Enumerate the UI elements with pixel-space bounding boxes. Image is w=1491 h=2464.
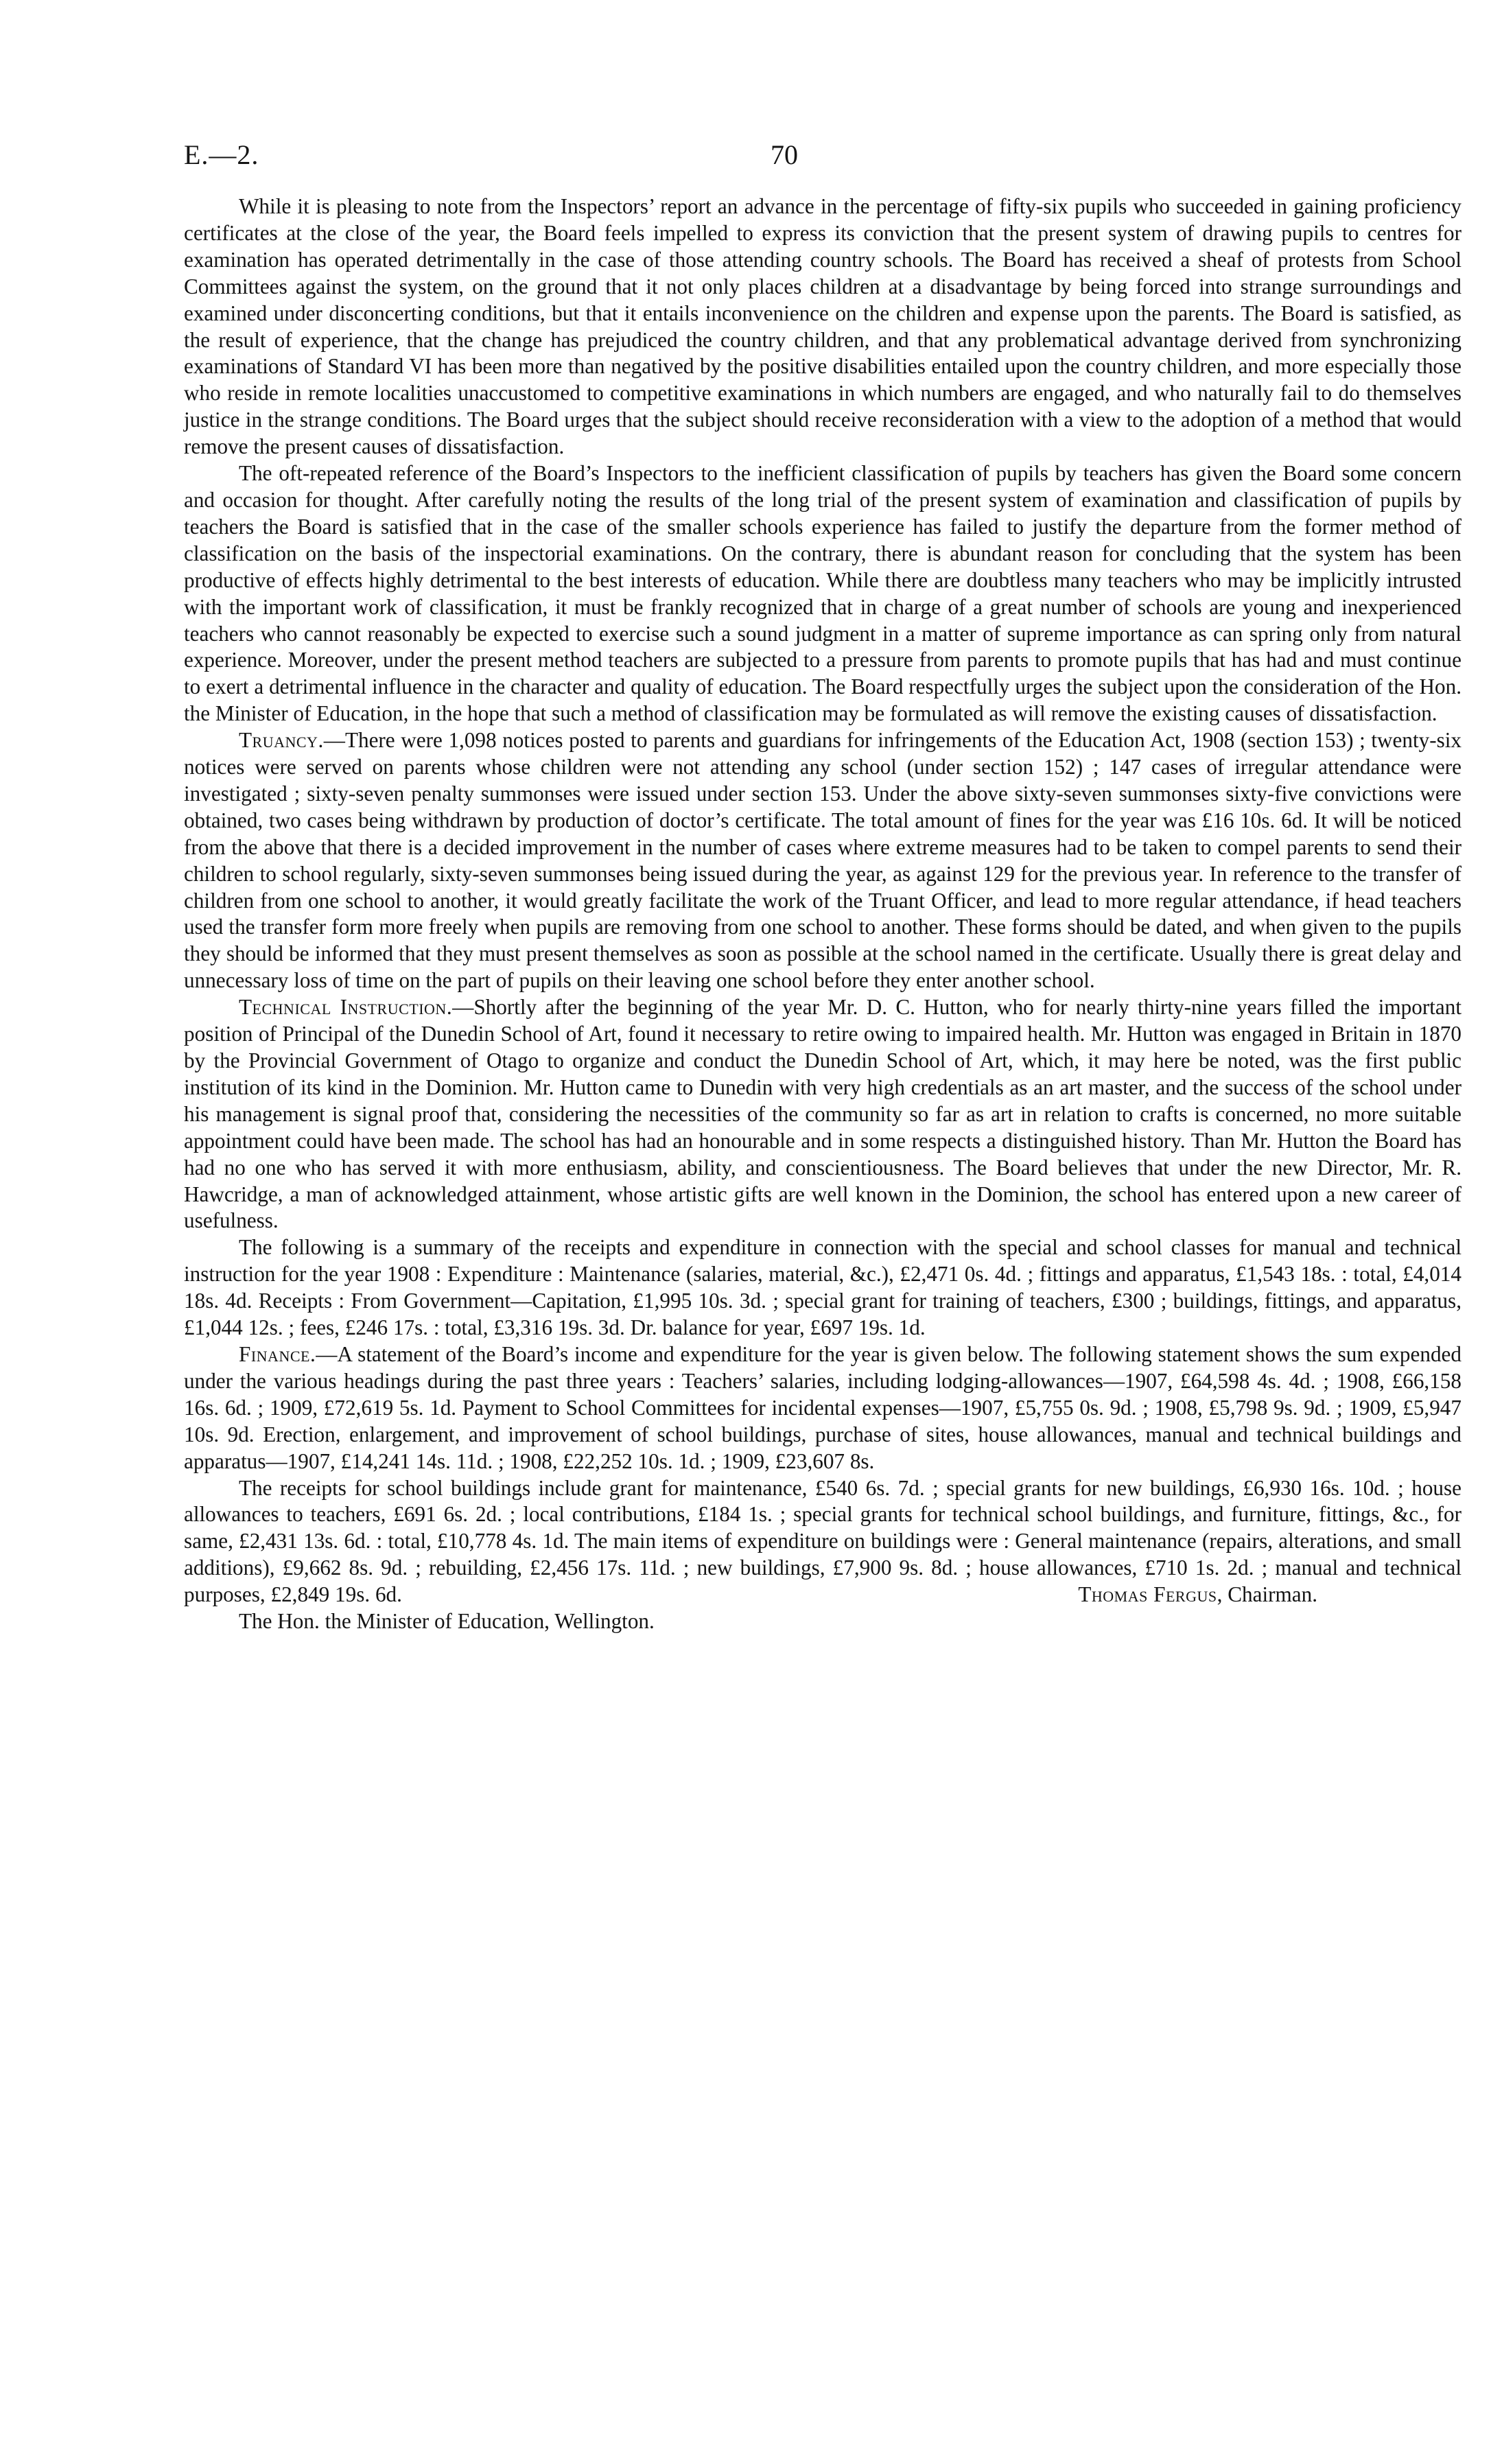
- page-number: 70: [771, 139, 798, 170]
- document-reference: E.—2.: [184, 139, 259, 170]
- page-header: [184, 137, 1461, 178]
- paragraph-text: The following is a summary of the receipts and expenditure in connection with the special and school classes for manual and technical instruction for the year 1908 : Expenditure : Maintenance (salaries, material, &c.), £2,471 0s. 4d. ; fittings and apparatus, £1,543 18s. : total, £4,014 18s. 4d. Receipts : From Government—Capitation, £1,995 10s. 3d. ; special grant for training of teachers, £300 ; buildings, fittings, and apparatus, £1,044 12s. ; fees, £246 17s. : total, £3,316 19s. 3d. Dr. balance for year, £697 19s. 1d.: [184, 1235, 1461, 1340]
- paragraph-truancy: [184, 727, 1461, 994]
- signatory-name: Thomas Fergus: [1078, 1582, 1217, 1607]
- paragraph-classification: [184, 460, 1461, 727]
- paragraph-proficiency-examinations: [184, 193, 1461, 460]
- paragraph-text: While it is pleasing to note from the Inspectors’ report an advance in the percentage of fifty-six pupils who succeeded in gaining proficiency certificates at the close of the year, the Board feels impelled to express its conviction that the present system of drawing pupils to centres for examination has operated detrimentally in the case of those attending country schools. The Board has received a sheaf of protests from School Committees against the system, on the ground that it not only places children at a disadvantage by being forced into strange surroundings and examined under disconcerting conditions, but that it entails inconvenience on the children and expense upon the parents. The Board is satisfied, as the result of experience, that the change has prejudiced the country children, and that any problematical advantage derived from synchronizing examinations of Standard VI has been more than negatived by the positive disabilities entailed upon the country children, and more especially those who reside in remote localities unaccustomed to competitive examinations in which numbers are engaged, and who naturally fail to do themselves justice in the strange conditions. The Board urges that the subject should receive reconsideration with a view to the adoption of a method that would remove the present causes of dissatisfaction.: [184, 194, 1461, 459]
- signatory-title: , Chairman.: [1217, 1582, 1317, 1607]
- signature: [1078, 1582, 1317, 1608]
- addressee: The Hon. the Minister of Education, Wellington.: [239, 1609, 655, 1634]
- paragraph-technical-instruction: [184, 994, 1461, 1234]
- paragraph-finance: [184, 1341, 1461, 1475]
- paragraph-text: —Shortly after the beginning of the year Mr. D. C. Hutton, who for nearly thirty-nine years filled the important position of Principal of the Dunedin School of Art, found it necessary to retire owing to impaired health. Mr. Hutton was engaged in Britain in 1870 by the Provincial Government of Otago to organize and conduct the Dunedin School of Art, which, it may here be noted, was the first public institution of its kind in the Dominion. Mr. Hutton came to Dunedin with very high credentials as an art master, and the success of the school under his management is signal proof that, considering the necessities of the community so far as art in relation to crafts is concerned, no more suitable appointment could have been made. The school has had an honourable and in some respects a distinguished history. Than Mr. Hutton the Board has had no one who has served it with more enthusiasm, ability, and conscientiousness. The Board believes that under the new Director, Mr. R. Hawcridge, a man of acknowledged attainment, whose artistic gifts are well known in the Dominion, the school has entered upon a new career of usefulness.: [184, 995, 1461, 1233]
- paragraph-text: The receipts for school buildings include grant for maintenance, £540 6s. 7d. ; special grants for new buildings, £6,930 16s. 10d. ; house allowances to teachers, £691 6s. 2d. ; local contributions, £184 1s. ; special grants for technical school buildings, and furniture, fittings, &c., for same, £2,431 13s. 6d. : total, £10,778 4s. 1d. The main items of expenditure on buildings were : General maintenance (repairs, alterations, and small additions), £9,662 8s. 9d. ; rebuilding, £2,456 17s. 11d. ; new buildings, £7,900 9s. 8d. ; house allowances, £710 1s. 2d. ; manual and technical purposes, £2,849 19s. 6d.: [184, 1475, 1461, 1607]
- section-heading: Technical Instruction.: [239, 995, 453, 1020]
- paragraph-text: —A statement of the Board’s income and expenditure for the year is given below. The following statement shows the sum expended under the various headings during the past three years : Teachers’ salaries, including lodging-allowances—1907, £64,598 4s. 4d. ; 1908, £66,158 16s. 6d. ; 1909, £72,619 5s. 1d. Payment to School Committees for incidental expenses—1907, £5,755 0s. 9d. ; 1908, £5,798 9s. 9d. ; 1909, £5,947 10s. 9d. Erection, enlargement, and improvement of school buildings, purchase of sites, house allowances, manual and technical buildings and apparatus—1907, £14,241 14s. 11d. ; 1908, £22,252 10s. 1d. ; 1909, £23,607 8s.: [184, 1341, 1461, 1473]
- paragraph-technical-summary: [184, 1234, 1461, 1341]
- paragraph-text: —There were 1,098 notices posted to parents and guardians for infringements of the Education Act, 1908 (section 153) ; twenty-six notices were served on parents whose children were not attending any school (under section 152) ; 147 cases of irregular attendance were investigated ; sixty-seven penalty summonses were issued under section 153. Under the above sixty-seven summonses sixty-five convictions were obtained, two cases being withdrawn by production of doctor’s certificate. The total amount of fines for the year was £16 10s. 6d. It will be noticed from the above that there is a decided improvement in the number of cases where extreme measures had to be taken to compel parents to send their children to school regularly, sixty-seven summonses being issued during the year, as against 129 for the previous year. In reference to the transfer of children from one school to another, it would greatly facilitate the work of the Truant Officer, and lead to more regular attendance, if head teachers used the transfer form more freely when pupils are removing from one school to another. These forms should be dated, and when given to the pupils they should be informed that they must present themselves as soon as possible at the school named in the certificate. Usually there is great delay and unnecessary loss of time on the part of pupils on their leaving one school before they enter another school.: [184, 728, 1461, 993]
- section-heading: Finance.: [239, 1341, 316, 1366]
- report-body: [184, 193, 1461, 1635]
- section-heading: Truancy.: [239, 728, 324, 753]
- paragraph-text: The oft-repeated reference of the Board’s Inspectors to the inefficient classification of pupils by teachers has given the Board some concern and occasion for thought. After carefully noting the results of the long trial of the present system of examination and classification of pupils by teachers the Board is satisfied that in the case of the smaller schools experience has failed to justify the departure from the former method of classification on the basis of the inspectorial examinations. On the contrary, there is abundant reason for concluding that the system has been productive of effects highly detrimental to the best interests of education. While there are doubtless many teachers who may be implicitly intrusted with the important work of classification, it must be frankly recognized that in charge of a great number of schools are young and inexperienced teachers who cannot reasonably be expected to exercise such a sound judgment in a matter of supreme importance as can spring only from natural experience. Moreover, under the present method teachers are subjected to a pressure from parents to promote pupils that has had and must continue to exert a detrimental influence in the character and quality of education. The Board respectfully urges the subject upon the consideration of the Hon. the Minister of Education, in the hope that such a method of classification may be formulated as will remove the existing causes of dissatisfaction.: [184, 461, 1461, 726]
- paragraph-building-receipts: [184, 1475, 1461, 1609]
